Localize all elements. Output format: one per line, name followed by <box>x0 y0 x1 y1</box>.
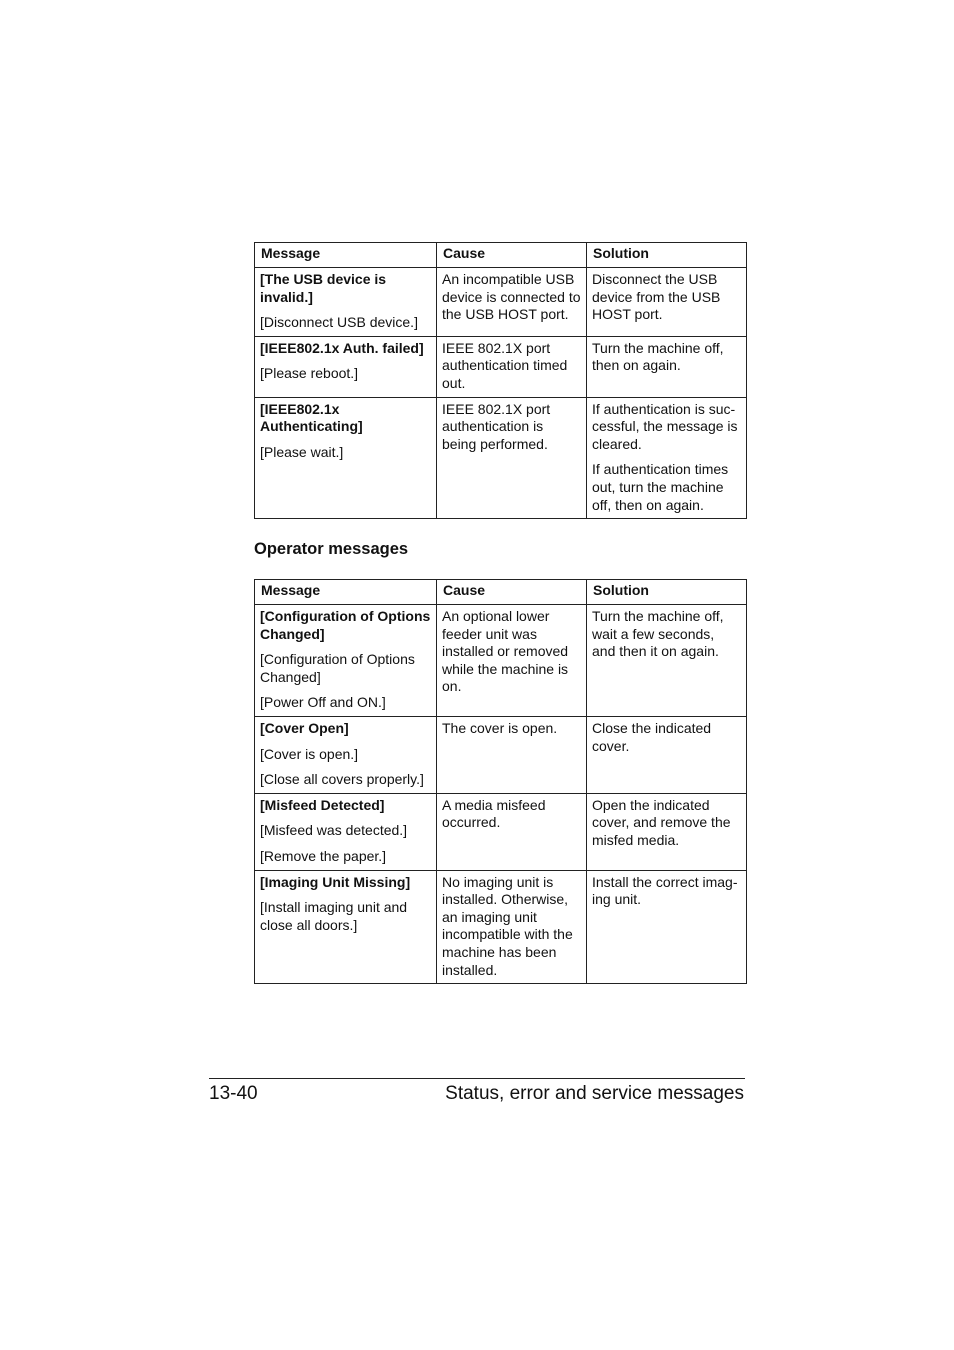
message-title: [Cover Open] <box>260 719 349 736</box>
header-message: Message <box>255 580 437 605</box>
message-line: [Power Off and ON.] <box>260 694 386 711</box>
message-line: [Please reboot.] <box>260 365 359 382</box>
message-title: [Imaging Unit Missing] <box>260 873 411 890</box>
solution-text: If authentication is suc-cessful, the message is cleared. <box>592 400 738 452</box>
message-cell <box>255 793 437 870</box>
message-line: [Cover is open.] <box>260 745 359 762</box>
message-line: [Misfeed was detected.] <box>260 822 408 839</box>
solution-cell <box>587 870 747 984</box>
solution-cell <box>587 793 747 870</box>
message-line: [Install imaging unit and close all doors.] <box>260 899 408 933</box>
message-title: [Misfeed Detected] <box>260 796 385 813</box>
message-title: [IEEE802.1x Auth. failed] <box>260 339 424 356</box>
solution-cell <box>587 336 747 397</box>
footer-divider <box>209 1078 745 1079</box>
solution-text: Disconnect the USB device from the USB HOST port. <box>592 271 721 323</box>
message-line: [Close all covers properly.] <box>260 771 424 788</box>
message-cell <box>255 870 437 984</box>
message-cell <box>255 397 437 519</box>
cause-cell: An incompatible USB device is connected to the USB HOST port. <box>437 268 587 337</box>
message-line: [Configuration of Options Changed] <box>260 651 415 685</box>
solution-cell <box>587 716 747 793</box>
header-solution: Solution <box>587 580 747 605</box>
table-row <box>255 268 747 337</box>
message-line: [Remove the paper.] <box>260 847 387 864</box>
header-message: Message <box>255 243 437 268</box>
operator-messages-table <box>254 579 747 984</box>
solution-text: Turn the machine off, wait a few seconds, and then it on again. <box>592 608 724 660</box>
table-row <box>255 793 747 870</box>
solution-text: Close the indicated cover. <box>592 719 712 754</box>
header-solution: Solution <box>587 243 747 268</box>
cause-cell: An optional lower feeder unit was installed or removed while the machine is on. <box>437 605 587 717</box>
solution-text: Open the indicated cover, and remove the misfed media. <box>592 796 731 848</box>
message-cell <box>255 605 437 717</box>
message-cell <box>255 268 437 337</box>
table-row <box>255 605 747 717</box>
cause-cell: IEEE 802.1X port authentication is being performed. <box>437 397 587 519</box>
page-number: 13-40 <box>209 1083 258 1104</box>
solution-text: Turn the machine off, then on again. <box>592 339 724 374</box>
solution-text: Install the correct imag-ing unit. <box>592 873 738 908</box>
header-cause: Cause <box>437 580 587 605</box>
section-heading: Operator messages <box>254 540 409 558</box>
network-messages-table <box>254 242 747 519</box>
table-header-row <box>255 243 747 268</box>
cause-cell: No imaging unit is installed. Otherwise, an imaging unit incompatible with the machine has been installed. <box>437 870 587 984</box>
table-row <box>255 716 747 793</box>
solution-cell <box>587 268 747 337</box>
message-title: [The USB device is invalid.] <box>260 271 387 305</box>
header-cause: Cause <box>437 243 587 268</box>
table-row <box>255 397 747 519</box>
solution-cell <box>587 605 747 717</box>
message-line: [Please wait.] <box>260 443 344 460</box>
solution-cell <box>587 397 747 519</box>
cause-cell: The cover is open. <box>437 716 587 793</box>
chapter-title: Status, error and service messages <box>445 1083 744 1104</box>
cause-cell: IEEE 802.1X port authentication timed out. <box>437 336 587 397</box>
message-title: [IEEE802.1x Authenticating] <box>260 400 363 435</box>
table-row <box>255 870 747 984</box>
table-header-row <box>255 580 747 605</box>
solution-text: If authentication times out, turn the machine off, then on again. <box>592 461 729 513</box>
message-cell <box>255 336 437 397</box>
message-title: [Configuration of Options Changed] <box>260 608 431 642</box>
message-line: [Disconnect USB device.] <box>260 314 418 331</box>
message-cell <box>255 716 437 793</box>
cause-cell: A media misfeed occurred. <box>437 793 587 870</box>
table-row <box>255 336 747 397</box>
